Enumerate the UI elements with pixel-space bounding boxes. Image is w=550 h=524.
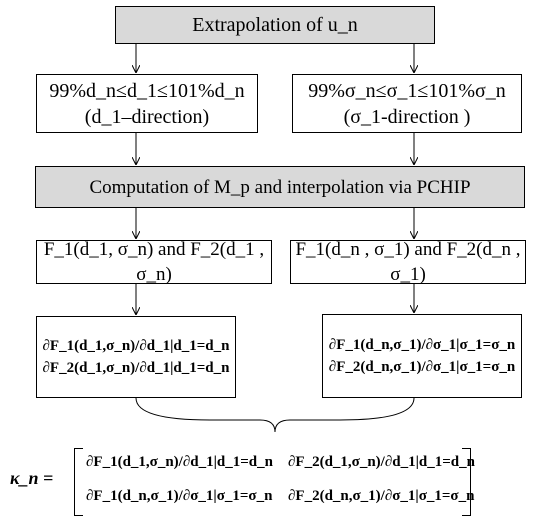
box-right-derivatives bbox=[322, 314, 522, 398]
left-functions-text: F_1(d_1, σ_n) and F_2(d_1 , σ_n) bbox=[43, 239, 265, 285]
box-extrapolation bbox=[115, 6, 435, 44]
right-derivative-1: ∂F_1(d_n,σ_1)/∂σ_1|σ_1=σ_n bbox=[328, 337, 516, 353]
box-left-functions bbox=[36, 240, 272, 284]
box-sigma-range bbox=[292, 74, 522, 133]
box-extrapolation-text: Extrapolation of u_n bbox=[192, 14, 358, 36]
right-derivative-2: ∂F_2(d_n,σ_1)/∂σ_1|σ_1=σ_n bbox=[328, 359, 516, 375]
box-right-functions bbox=[290, 240, 526, 284]
kappa-label: κ_n = bbox=[10, 468, 54, 488]
sigma-range-line2: (σ_1-direction ) bbox=[343, 105, 471, 128]
box-left-derivatives bbox=[36, 316, 236, 398]
d-range-line1: 99%d_n≤d_1≤101%d_n bbox=[49, 79, 245, 102]
matrix-cell-2-2: ∂F_2(d_n,σ_1)/∂σ_1|σ_1=σ_n bbox=[288, 488, 475, 504]
matrix-cell-2-1: ∂F_1(d_n,σ_1)/∂σ_1|σ_1=σ_n bbox=[86, 488, 273, 504]
box-computation-text: Computation of M_p and interpolation via PCHIP bbox=[89, 176, 471, 198]
left-derivative-2: ∂F_2(d_1,σ_n)/∂d_1|d_1=d_n bbox=[42, 360, 230, 376]
box-computation bbox=[35, 166, 525, 208]
right-functions-text: F_1(d_n , σ_1) and F_2(d_n , σ_1) bbox=[295, 239, 521, 285]
left-derivative-1: ∂F_1(d_1,σ_n)/∂d_1|d_1=d_n bbox=[42, 338, 230, 354]
matrix-cell-1-2: ∂F_2(d_1,σ_n)/∂d_1|d_1=d_n bbox=[288, 454, 475, 470]
curly-brace bbox=[136, 398, 414, 432]
box-d-range bbox=[36, 74, 258, 133]
matrix-cell-1-1: ∂F_1(d_1,σ_n)/∂d_1|d_1=d_n bbox=[86, 454, 273, 470]
matrix-left-bracket bbox=[74, 448, 83, 516]
d-range-line2: (d_1–direction) bbox=[84, 105, 210, 128]
sigma-range-line1: 99%σ_n≤σ_1≤101%σ_n bbox=[308, 79, 506, 102]
